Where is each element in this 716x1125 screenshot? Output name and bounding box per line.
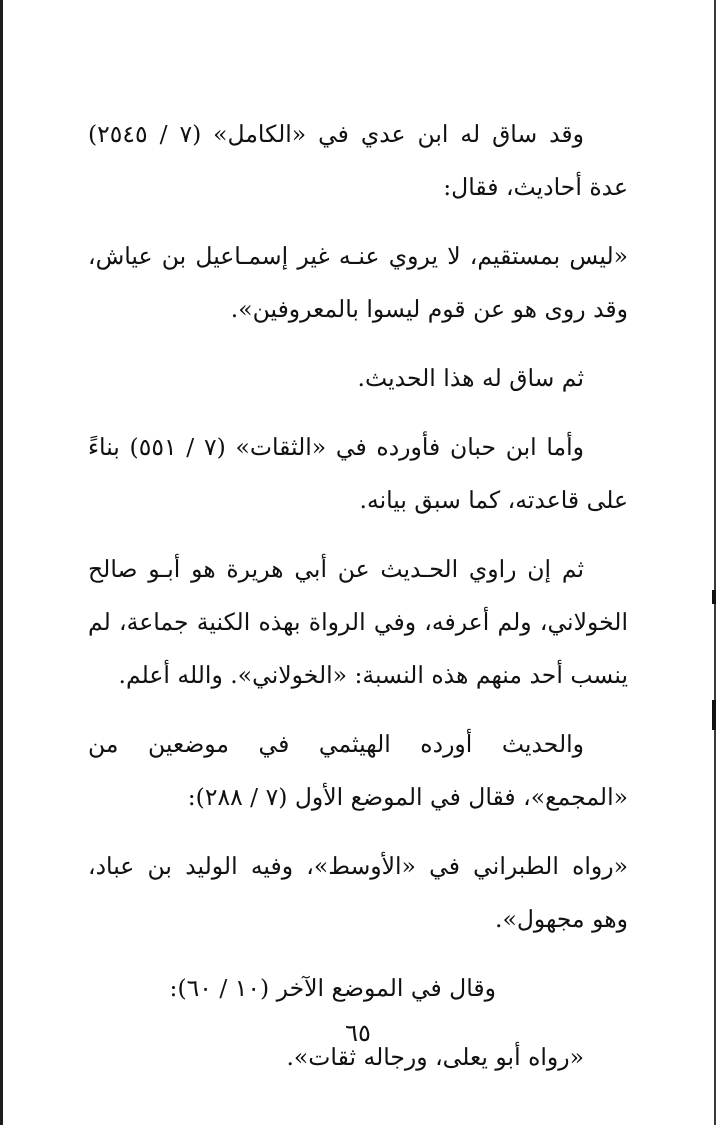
paragraph: وقال في الموضع الآخر (١٠ / ٦٠): — [169, 974, 496, 1002]
paragraph: ثم إن راوي الحـديث عن أبي هريرة هو أبـو صالح الخولاني، ولم أعرفه، وفي الرواة بهذه الكنية جماعة، لم ينسب أحد منهم هذه النسبة: «الخولاني». والله أعلم. — [88, 555, 628, 689]
paragraph: والحديث أورده الهيثمي في موضعين من «المجمع»، فقال في الموضع الأول (٧ / ٢٨٨): — [88, 730, 628, 811]
scan-left-edge — [0, 0, 3, 1125]
quote-paragraph: «ليس بمستقيم، لا يروي عنـه غير إسمـاعيل بن عياش، وقد روى هو عن قوم ليسوا بالمعروفين». — [88, 242, 628, 323]
page-body — [88, 108, 628, 1100]
paragraph: ثم ساق له هذا الحديث. — [357, 364, 584, 392]
scan-margin-mark — [712, 590, 716, 604]
paragraph: وقد ساق له ابن عدي في «الكامل» (٧ / ٢٥٤٥) عدة أحاديث، فقال: — [88, 120, 628, 201]
page-number: ٦٥ — [345, 1019, 371, 1047]
paragraph: وأما ابن حبان فأورده في «الثقات» (٧ / ٥٥١) بناءً على قاعدته، كما سبق بيانه. — [88, 433, 628, 514]
scan-margin-mark — [712, 700, 716, 730]
quote-paragraph: «رواه أبو يعلى، ورجاله ثقات». — [286, 1043, 584, 1071]
quote-paragraph: «رواه الطبراني في «الأوسط»، وفيه الوليد بن عباد، وهو مجهول». — [88, 852, 628, 933]
